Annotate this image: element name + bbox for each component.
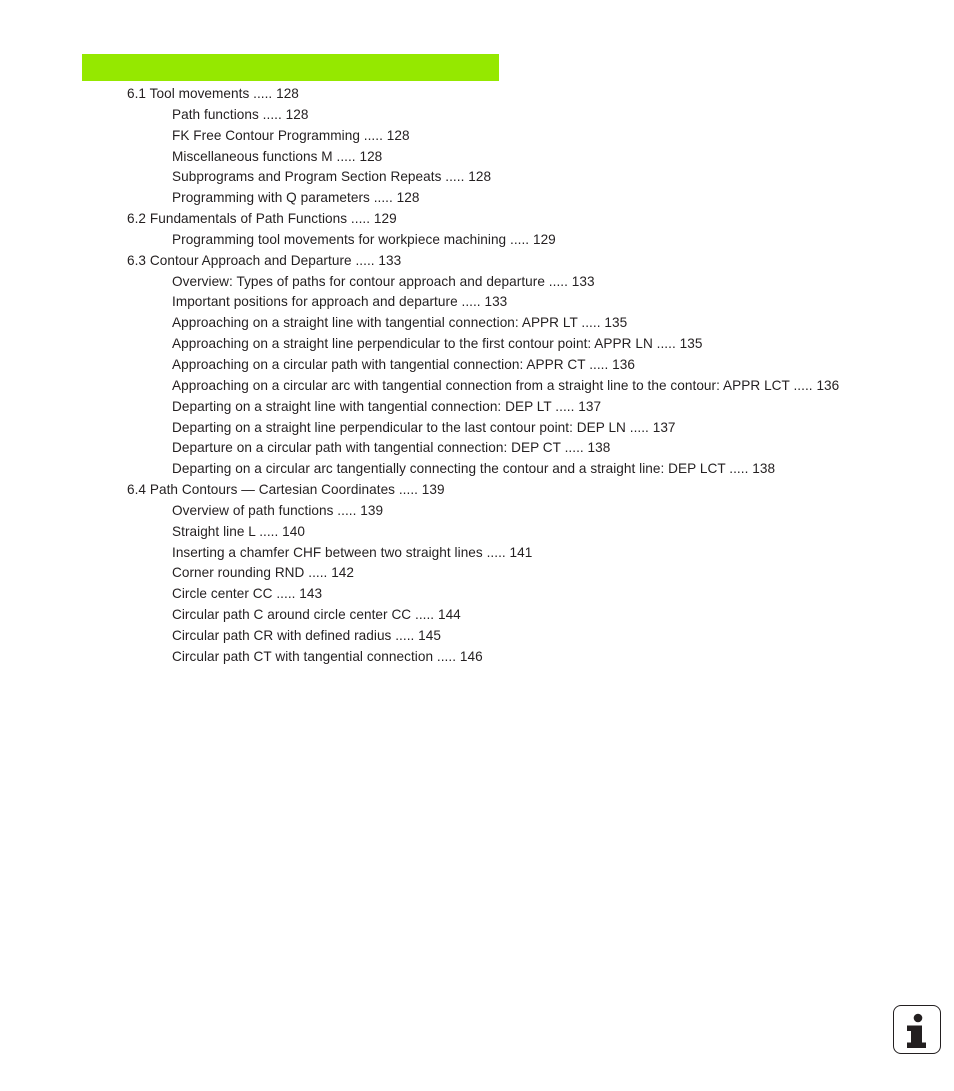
table-of-contents [0, 84, 940, 668]
toc-subsection[interactable]: Overview: Types of paths for contour approach and departure ..... 133 [172, 273, 595, 289]
toc-subsection[interactable]: Programming with Q parameters ..... 128 [172, 190, 420, 206]
toc-subsection[interactable]: Important positions for approach and departure ..... 133 [172, 294, 508, 310]
toc-subsection[interactable]: Overview of path functions ..... 139 [172, 502, 384, 518]
toc-section[interactable]: 6.3 Contour Approach and Departure ..... 133 [127, 252, 402, 268]
toc-section[interactable]: 6.1 Tool movements ..... 128 [127, 86, 299, 101]
toc-subsection[interactable]: Circular path C around circle center CC ..... 144 [172, 607, 461, 623]
chapter-header-bar [82, 54, 499, 81]
toc-subsection[interactable]: Circular path CR with defined radius ..... 145 [172, 627, 442, 643]
toc-subsection[interactable]: Path functions ..... 128 [172, 106, 309, 122]
toc-section[interactable]: 6.4 Path Contours — Cartesian Coordinates ..... 139 [127, 482, 445, 498]
info-glyph [894, 1006, 939, 1052]
toc-subsection[interactable]: Departure on a circular path with tangential connection: DEP CT ..... 138 [172, 440, 611, 456]
info-icon [893, 1005, 941, 1054]
toc-subsection[interactable]: Approaching on a circular path with tangential connection: APPR CT ..... 136 [172, 356, 635, 372]
toc-section[interactable]: 6.2 Fundamentals of Path Functions ..... 129 [127, 211, 397, 227]
toc-subsection[interactable]: Approaching on a straight line perpendicular to the first contour point: APPR LN ..... 135 [172, 336, 703, 352]
toc-subsection[interactable]: Circle center CC ..... 143 [172, 586, 323, 602]
toc-subsection[interactable]: Inserting a chamfer CHF between two straight lines ..... 141 [172, 544, 533, 560]
toc-subsection[interactable]: Corner rounding RND ..... 142 [172, 565, 355, 581]
toc-subsection[interactable]: Approaching on a circular arc with tangential connection from a straight line to the contour: APPR LCT ..... 136 [172, 377, 840, 393]
toc-subsection[interactable]: Subprograms and Program Section Repeats ..... 128 [172, 169, 492, 185]
toc-subsection[interactable]: FK Free Contour Programming ..... 128 [172, 127, 410, 143]
toc-subsection[interactable]: Miscellaneous functions M ..... 128 [172, 148, 383, 164]
toc-subsection[interactable]: Departing on a straight line perpendicular to the last contour point: DEP LN ..... 137 [172, 419, 676, 435]
toc-subsection[interactable]: Approaching on a straight line with tangential connection: APPR LT ..... 135 [172, 315, 628, 331]
toc-subsection[interactable]: Departing on a straight line with tangential connection: DEP LT ..... 137 [172, 398, 602, 414]
toc-subsection[interactable]: Departing on a circular arc tangentially connecting the contour and a straight line: DEP LCT ..... 138 [172, 461, 776, 477]
toc-subsection[interactable]: Circular path CT with tangential connection ..... 146 [172, 648, 483, 664]
toc-subsection[interactable]: Straight line L ..... 140 [172, 523, 305, 539]
toc-subsection[interactable]: Programming tool movements for workpiece machining ..... 129 [172, 231, 556, 247]
